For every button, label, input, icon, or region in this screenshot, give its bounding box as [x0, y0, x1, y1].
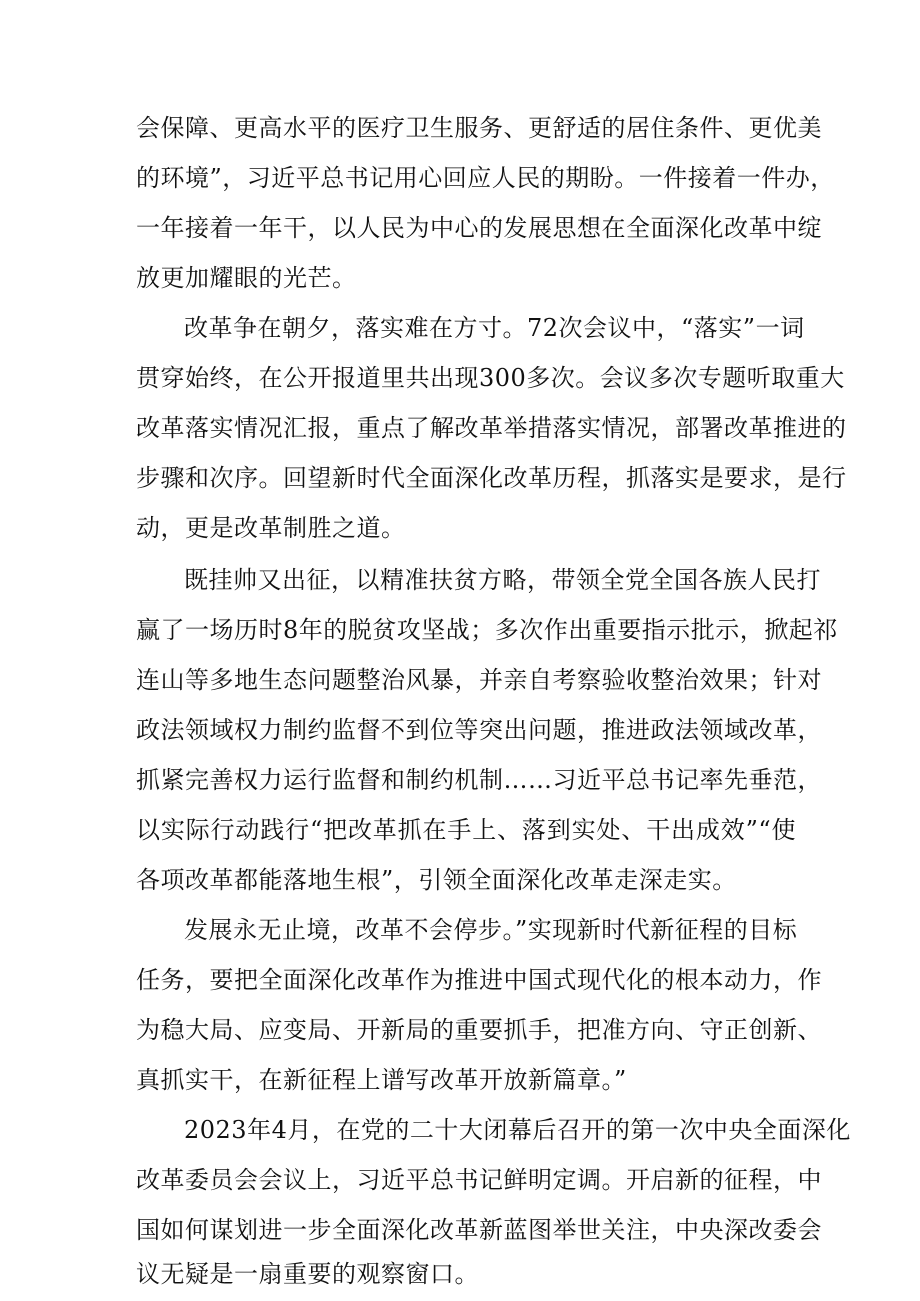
paragraph-3-line-3: 连山等多地生态问题整治风暴，并亲自考察验收整治效果；针对	[136, 666, 822, 694]
paragraph-1-line-3: 一年接着一年干，以人民为中心的发展思想在全面深化改革中绽	[136, 214, 822, 242]
paragraph-2-line-5: 动，更是改革制胜之道。	[136, 514, 406, 542]
paragraph-2-line-2: 贯穿始终，在公开报道里共出现300多次。会议多次专题听取重大	[136, 364, 845, 392]
paragraph-1-line-4: 放更加耀眼的光芒。	[136, 264, 357, 292]
paragraph-2-line-3: 改革落实情况汇报，重点了解改革举措落实情况，部署改革推进的	[136, 414, 847, 442]
paragraph-3-line-2: 赢了一场历时8年的脱贫攻坚战；多次作出重要指示批示，掀起祁	[136, 616, 838, 644]
paragraph-3-line-7: 各项改革都能落地生根”，引领全面深化改革走深走实。	[136, 866, 737, 894]
paragraph-2-line-1: 改革争在朝夕，落实难在方寸。72次会议中，“落实”一词	[184, 314, 805, 342]
paragraph-4-line-1: 发展永无止境，改革不会停步。”实现新时代新征程的目标	[184, 916, 798, 944]
paragraph-4-line-4: 真抓实干，在新征程上谱写改革开放新篇章。”	[136, 1066, 627, 1094]
paragraph-1-line-1: 会保障、更高水平的医疗卫生服务、更舒适的居住条件、更优美	[136, 114, 822, 142]
paragraph-5-line-4: 议无疑是一扇重要的观察窗口。	[136, 1260, 479, 1288]
paragraph-4-line-2: 任务，要把全面深化改革作为推进中国式现代化的根本动力，作	[136, 966, 822, 994]
paragraph-1-line-2: 的环境”，习近平总书记用心回应人民的期盼。一件接着一件办，	[136, 164, 835, 192]
paragraph-3-line-6: 以实际行动践行“把改革抓在手上、落到实处、干出成效”“使	[136, 816, 796, 844]
paragraph-3-line-5: 抓紧完善权力运行监督和制约机制……习近平总书记率先垂范，	[136, 766, 822, 794]
paragraph-2-line-4: 步骤和次序。回望新时代全面深化改革历程，抓落实是要求，是行	[136, 464, 847, 492]
paragraph-5-line-1: 2023年4月，在党的二十大闭幕后召开的第一次中央全面深化	[184, 1116, 851, 1144]
paragraph-4-line-3: 为稳大局、应变局、开新局的重要抓手，把准方向、守正创新、	[136, 1016, 822, 1044]
paragraph-3-line-1: 既挂帅又出征，以精准扶贫方略，带领全党全国各族人民打	[184, 566, 821, 594]
paragraph-5-line-2: 改革委员会会议上，习近平总书记鲜明定调。开启新的征程，中	[136, 1166, 822, 1194]
paragraph-3-line-4: 政法领域权力制约监督不到位等突出问题，推进政法领域改革，	[136, 716, 822, 744]
paragraph-5-line-3: 国如何谋划进一步全面深化改革新蓝图举世关注，中央深改委会	[136, 1216, 822, 1244]
